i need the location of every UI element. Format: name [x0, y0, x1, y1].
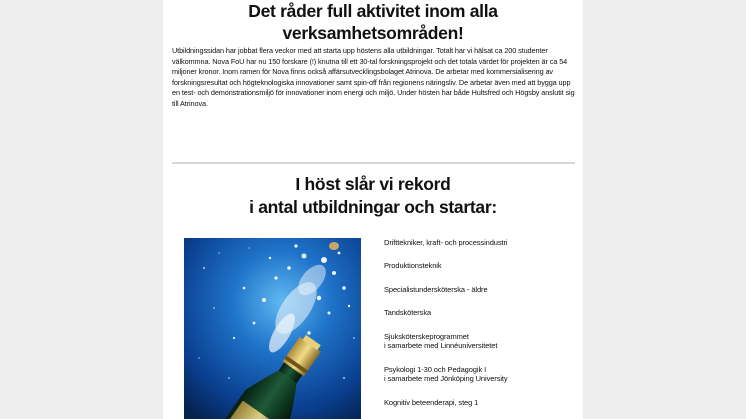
list-item	[384, 238, 574, 248]
section-title-activity: Det råder full aktivitet inom alla verksamhetsområden!	[248, 1, 498, 43]
record-title-line-1: I höst slår vi rekord	[295, 174, 451, 194]
program-list	[384, 238, 574, 419]
program-name: Sjuksköterskeprogrammet	[384, 331, 469, 341]
list-item	[384, 332, 574, 351]
program-partner: i samarbete med Jönköping University	[384, 374, 508, 384]
section-title-record	[163, 173, 583, 219]
list-item	[384, 308, 574, 318]
program-name: Kognitiv beteenderapi, steg 1	[384, 397, 479, 407]
program-name: Psykologi 1-30 och Pedagogik I	[384, 364, 487, 374]
champagne-bottle-image	[184, 238, 361, 419]
champagne-photo	[184, 238, 361, 419]
program-name: Tandsköterska	[384, 308, 432, 318]
record-title-line-2: i antal utbildningar och startar:	[249, 197, 497, 217]
list-item	[384, 365, 574, 384]
program-name: Produktionsteknik	[384, 261, 442, 271]
newsletter-content	[163, 0, 583, 419]
section-divider	[172, 162, 575, 164]
activity-body-text: Utbildningssidan har jobbat flera veckor med att starta upp höstens alla utbildningar. Totalt har vi hälsat ca 200 studenter välkommna. Nova FoU har nu 150 forskare (!) knutna till ett 30-tal forskningsprojekt och det totala värdet för projekten är ca 54 miljoner kronor. Inom ramen för Nova finns också affärsutvecklingsbolaget Atrinova. De arbetar med kommersialisering av forskningsresultat och högteknologiska innovationer samt spin-off från regionens näringsliv. De arbetar även med att bygga upp en test- och demonstrationsmiljö för innovationer inom energi och miljö. Under hösten har både Hultsfred och Högsby anslutit sig till Atrinova.	[172, 46, 575, 108]
program-name: Specialistundersköterska - äldre	[384, 284, 488, 294]
list-item	[384, 261, 574, 271]
program-partner: i samarbete med Linnéuniversitetet	[384, 341, 498, 351]
list-item	[384, 285, 574, 295]
program-name: Drifttekniker, kraft- och processindustri	[384, 238, 508, 247]
list-item	[384, 398, 574, 408]
